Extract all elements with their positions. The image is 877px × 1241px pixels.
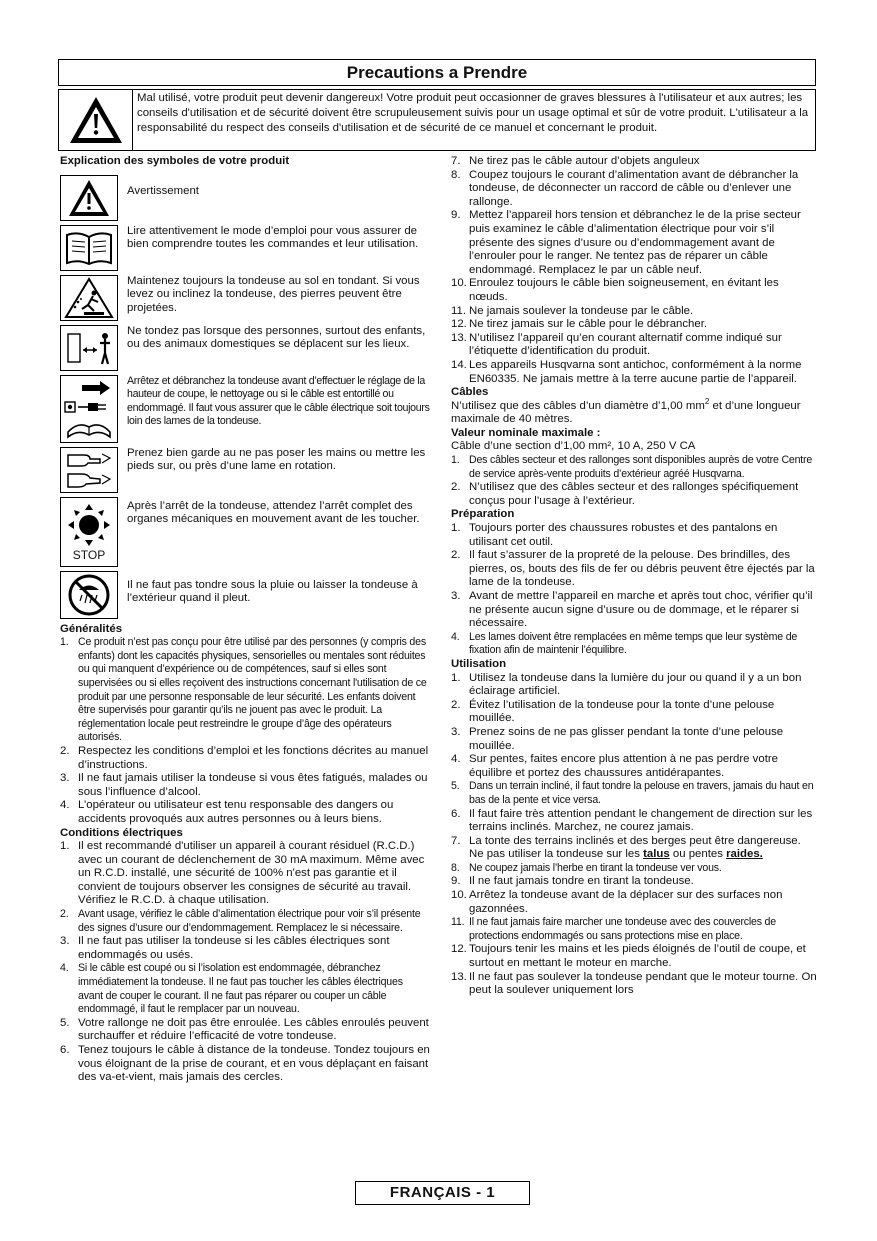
symbol-text: Après l’arrêt de la tondeuse, attendez l’arrêt complet des organes mécaniques en mouvement avant de les toucher.: [127, 499, 420, 526]
preparation-list: [451, 522, 817, 658]
list-item: 1. Ce produit n’est pas conçu pour être utilisé par des personnes (y compris des enfants) dont les capacités physiques, sensorielles ou mentales sont réduites ou qui manquent d’expérience ou de compétences, sauf si elles sont supervisées ou si elles reçoivent des instructions concernant l'utilisation de ce produit par une personne responsable de leur sécurité. Les enfants doivent être supervisés pour garantir qu’ils ne jouent pas avec le produit. La réglementation locale peut restreindre le groupe d’âge des opérateurs autorisés.: [60, 636, 427, 744]
list-item: 10. Arrêtez la tondeuse avant de la déplacer sur des surfaces non gazonnées.: [451, 889, 783, 915]
list-item: 13. N’utilisez l’appareil qu’en courant alternatif comme indiqué sur l’étiquette d’identification du produit.: [451, 331, 782, 358]
symbol-row: [60, 447, 430, 493]
conditions-list-continued: [451, 155, 817, 386]
list-item: 7. La tonte des terrains inclinés et des berges peut être dangereuse. Ne pas utiliser la tondeuse sur les talus ou pentes raides.: [451, 834, 801, 861]
list-item: 4. Les lames doivent être remplacées en même temps que leur système de fixation afin de maintenir l’équilibre.: [451, 630, 798, 657]
cables-list: [451, 454, 817, 508]
unplug-before-service-icon: [60, 375, 118, 443]
list-item: 12. Toujours tenir les mains et les pieds éloignés de l’outil de coupe, et surtout en mettant le moteur en marche.: [451, 943, 806, 970]
symbol-text: Prenez bien garde au ne pas poser les mains ou mettre les pieds sur, ou près d’une lame en rotation.: [127, 446, 426, 473]
list-item: 6. Tenez toujours le câble à distance de la tondeuse. Tondez toujours en vous éloignant de la prise de courant, et en vous déplaçant en faisant des va-et-vient, mais jamais des cercles.: [60, 1044, 430, 1084]
conditions-heading: Conditions électriques: [60, 826, 183, 839]
list-item: 1. Il est recommandé d'utiliser un appareil à courant résiduel (R.C.D.) avec un courant de déclenchement de 30 mA maximum. Même avec un R.C.D. installé, une sécurité de 100% n'est pas garantie et il convient de toujours observer les consignes de sécurité au travail. Vérifiez le R.C.D. à chaque utilisation.: [60, 840, 425, 907]
warning-box: [58, 89, 816, 151]
utilisation-heading: Utilisation: [451, 657, 507, 670]
list-item: 4. L’opérateur ou utilisateur est tenu responsable des dangers ou accidents provoqués aux autres personnes ou à leurs biens.: [60, 799, 394, 825]
cables-text: N’utilisez que des câbles d’un diamètre d’1,00 $mm^2$ et d’une longueur maximale de 40 mètres.: [451, 396, 801, 426]
list-item: 3. Il ne faut pas utiliser la tondeuse si les câbles électriques sont endommagés ou usés.: [60, 935, 390, 961]
right-column: [451, 155, 817, 998]
bystander-distance-icon: [60, 325, 118, 371]
list-item: 2. Évitez l’utilisation de la tondeuse pour la tonte d’une pelouse mouillée.: [451, 698, 775, 725]
left-column: [60, 155, 430, 1085]
list-item: 8. Coupez toujours le courant d’alimentation avant de débrancher la tondeuse, de déconnecter un raccord de câble ou d’enlever une rallonge.: [451, 168, 799, 208]
conditions-list: [60, 840, 430, 1085]
list-item: 4. Si le câble est coupé ou si l’isolation est endommagée, débranchez immédiatement la tondeuse. Il ne faut pas toucher les câbles électriques avant de couper le courant. Il ne faut pas réparer ou couper un câble endommagé, il faut le remplacer par un nouveau.: [60, 962, 403, 1016]
list-item: 14. Les appareils Husqvarna sont antichoc, conformément à la norme EN60335. Ne jamais mettre à la terre aucune partie de l’appareil.: [451, 358, 802, 385]
symbol-row: [60, 375, 430, 443]
list-item: 11. Ne jamais soulever la tondeuse par le câble.: [451, 304, 694, 317]
symbol-text: Lire attentivement le mode d’emploi pour vous assurer de bien comprendre toutes les commandes et leur utilisation.: [127, 224, 419, 251]
stop-label: STOP: [72, 547, 106, 562]
symbol-row: [60, 571, 430, 619]
hands-feet-blade-icon: [60, 447, 118, 493]
preparation-heading: Préparation: [451, 508, 515, 521]
symbol-row: [60, 275, 430, 321]
list-item: 1. Utilisez la tondeuse dans la lumière du jour ou quand il y a un bon éclairage artificiel.: [451, 671, 802, 698]
list-item: 2. Respectez les conditions d’emploi et les fonctions décrites au manuel d’instructions.: [60, 744, 429, 771]
cables-heading: Câbles: [451, 386, 489, 399]
symbol-text: Il ne faut pas tondre sous la pluie ou laisser la tondeuse à l’extérieur quand il pleut.: [127, 578, 418, 605]
symbol-text: Maintenez toujours la tondeuse au sol en tondant. Si vous levez ou inclinez la tondeuse, des pierres peuvent être projetées.: [127, 274, 420, 314]
list-item: 8. Ne coupez jamais l’herbe en tirant la tondeuse ver vous.: [451, 861, 722, 874]
list-item: 3. Prenez soins de ne pas glisser pendant la tonte d’une pelouse mouillée.: [451, 725, 784, 752]
warning-text: Mal utilisé, votre produit peut devenir dangereux! Votre produit peut occasionner de graves blessures à l'utilisateur et aux autres; les conseils d'utilisation et de sécurité doivent être scrupuleusement suivis pour un usage optimal et sûr de votre produit. L'utilisateur a la responsabilité du respect des conseils d'utilisation et de sécurité de ce manuel et concernant le produit.: [137, 92, 809, 134]
list-item: 10. Enroulez toujours le câble bien soigneusement, en évitant les nœuds.: [451, 277, 779, 303]
generalites-heading: Généralités: [60, 622, 123, 635]
symbol-text: Ne tondez pas lorsque des personnes, surtout des enfants, ou des animaux domestiques se déplacent sur les lieux.: [127, 324, 426, 351]
list-item: 2. Il faut s’assurer de la propreté de la pelouse. Des brindilles, des pierres, os, bouts des fils de fer ou débris peuvent être éjectés par la lame de la tondeuse.: [451, 549, 815, 589]
generalites-list: [60, 636, 430, 826]
list-item: 6. Il faut faire très attention pendant le changement de direction sur les terrains inclinés. Marchez, ne courez jamais.: [451, 807, 813, 834]
no-rain-icon: [60, 571, 118, 619]
list-item: 11. Il ne faut jamais faire marcher une tondeuse avec des couvercles de protections endommagés ou sans protections mise en place.: [451, 916, 776, 942]
symbol-row: [60, 497, 430, 567]
symbol-row: [60, 225, 430, 271]
symbol-text: Avertissement: [127, 184, 199, 197]
manual-book-icon: [60, 225, 118, 271]
symbol-row: [60, 175, 430, 221]
list-item: 1. Des câbles secteur et des rallonges sont disponibles auprès de votre Centre de service après-vente produits d’extérieur agréé Husqvarna.: [451, 454, 813, 480]
list-item: 1. Toujours porter des chaussures robustes et des pantalons en utilisant cet outil.: [451, 522, 778, 548]
list-item: 7. Ne tirez pas le câble autour d’objets anguleux: [451, 155, 700, 167]
page-footer: FRANÇAIS - 1: [355, 1181, 530, 1205]
symbol-row: [60, 325, 430, 371]
nominal-heading: Valeur nominale maximale :: [451, 426, 601, 439]
list-item: 5. Votre rallonge ne doit pas être enroulée. Les câbles enroulés peuvent surchauffer et réduire l’efficacité de votre tondeuse.: [60, 1016, 429, 1043]
warning-triangle-icon: [59, 90, 133, 150]
warning-triangle-icon: [60, 175, 118, 221]
nominal-text: Câble d’une section d’1,00 mm², 10 A, 250 V CA: [451, 440, 696, 453]
list-item: 12. Ne tirez jamais sur le câble pour le débrancher.: [451, 318, 708, 331]
list-item: 2. Avant usage, vérifiez le câble d’alimentation électrique pour voir s’il présente des signes d’usure our d’endommagement. Remplacez le si nécessaire.: [60, 908, 421, 934]
list-item: 2. N’utilisez que des câbles secteur et des rallonges spécifiquement conçus pour l’usage à l’extérieur.: [451, 481, 799, 507]
list-item: 5. Dans un terrain incliné, il faut tondre la pelouse en travers, jamais du haut en bas de la pente et vice versa.: [451, 780, 814, 806]
list-item: 9. Mettez l’appareil hors tension et débranchez le de la prise secteur puis examinez le câble d’alimentation électrique pour voir s’il présente des signes d’usure ou d’endommagement avant de l’enrouler pour le ranger. Ne tentez pas de réparer un câble endommagé. Remplacez le par un câble neuf.: [451, 209, 801, 276]
list-item: 9. Il ne faut jamais tondre en tirant la tondeuse.: [451, 875, 694, 888]
stop-rotating-icon: [60, 497, 118, 567]
symbol-text: Arrêtez et débranchez la tondeuse avant d’effectuer le réglage de la hauteur de coupe, le nettoyage ou si le câble est entortillé ou endommagé. Il faut vous assurer que le câble électrique soit toujours loin des lames de la tondeuse.: [127, 374, 430, 428]
list-item: 4. Sur pentes, faites encore plus attention à ne pas perdre votre équilibre et portez des chaussures antidérapantes.: [451, 753, 779, 779]
page-title: Precautions a Prendre: [58, 59, 816, 86]
projected-debris-icon: [60, 275, 118, 321]
symbols-heading: Explication des symboles de votre produit: [60, 155, 290, 167]
list-item: 3. Il ne faut jamais utiliser la tondeuse si vous êtes fatigués, malades ou sous l’influence d’alcool.: [60, 772, 428, 798]
list-item: 13. Il ne faut pas soulever la tondeuse pendant que le moteur tourne. On peut la soulever uniquement lors: [451, 970, 817, 997]
list-item: 3. Avant de mettre l’appareil en marche et après tout choc, vérifier qu’il ne présente aucun signe d’usure ou de dommage, et le réparer si nécessaire.: [451, 590, 813, 630]
utilisation-list: [451, 672, 817, 998]
